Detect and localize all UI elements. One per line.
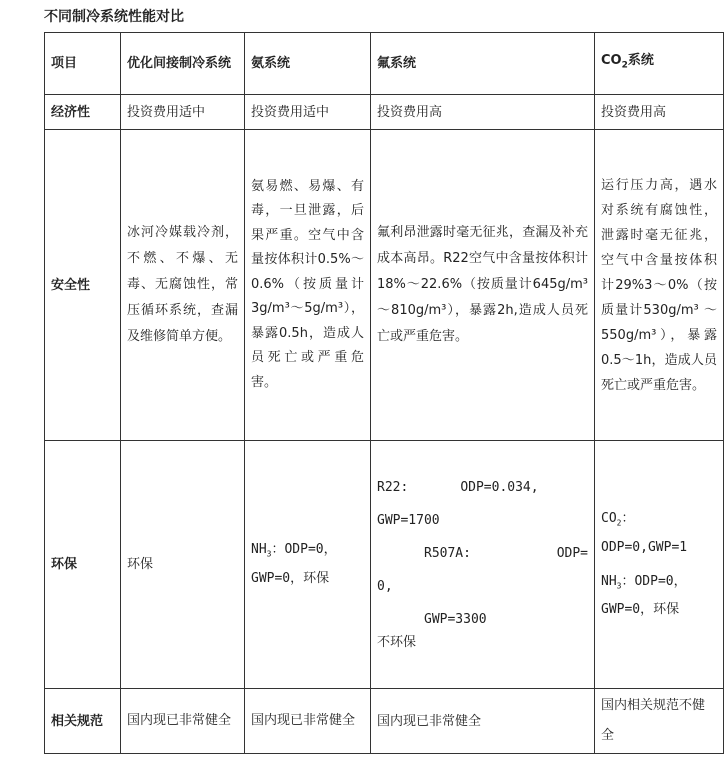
cell-safety-indirect: 冰河冷媒载冷剂，不燃、不爆、无毒、无腐蚀性，常压循环系统，查漏及维修简单方便。 xyxy=(121,130,245,441)
cell-environment-indirect: 环保 xyxy=(121,441,245,689)
header-ammonia: 氨系统 xyxy=(245,33,371,95)
cell-standards-co2: 国内相关规范不健全 xyxy=(595,689,724,754)
table-row-economy xyxy=(45,95,724,130)
header-row xyxy=(45,33,724,95)
cell-standards-indirect: 国内现已非常健全 xyxy=(121,689,245,754)
table-row-environment xyxy=(45,441,724,689)
cell-environment-ammonia: $NH_3$：ODP=0，GWP=0，环保 xyxy=(245,441,371,689)
cell-safety-freon: 氟利昂泄露时毫无征兆，查漏及补充成本高昂。R22空气中含量按体积计18%～22.6%（按质量计645g/m³～810g/m³），暴露2h,造成人员死亡或严重危害。 xyxy=(371,130,595,441)
cell-economy-ammonia: 投资费用适中 xyxy=(245,95,371,130)
table-row-standards xyxy=(45,689,724,754)
comparison-table xyxy=(44,32,724,754)
cell-economy-co2: 投资费用高 xyxy=(595,95,724,130)
header-freon: 氟系统 xyxy=(371,33,595,95)
cell-environment-co2: $CO_2$：ODP=0,GWP=1 $NH_3$：ODP=0，GWP=0，环保 xyxy=(595,441,724,689)
cell-environment-freon: R22: ODP=0.034, GWP=1700 R507A: ODP= 0, GWP=3300 不环保 xyxy=(371,441,595,689)
cell-economy-indirect: 投资费用适中 xyxy=(121,95,245,130)
header-indirect: 优化间接制冷系统 xyxy=(121,33,245,95)
page-title: 不同制冷系统性能对比 xyxy=(44,9,184,25)
row-label-safety: 安全性 xyxy=(45,130,121,441)
cell-safety-ammonia: 氨易燃、易爆、有毒，一旦泄露，后果严重。空气中含量按体积计0.5%～0.6%（按质量计3g/m³～5g/m³），暴露0.5h，造成人员死亡或严重危害。 xyxy=(245,130,371,441)
cell-standards-ammonia: 国内现已非常健全 xyxy=(245,689,371,754)
row-label-environment: 环保 xyxy=(45,441,121,689)
row-label-economy: 经济性 xyxy=(45,95,121,130)
header-co2: $CO_2$系统 xyxy=(595,33,724,95)
cell-safety-co2: 运行压力高，遇水对系统有腐蚀性，泄露时毫无征兆，空气中含量按体积计29%3～0%（按质量计530g/m³ ～ 550g/m³），暴露0.5～1h，造成人员死亡或严重危害。 xyxy=(595,130,724,441)
table-row-safety xyxy=(45,130,724,441)
cell-economy-freon: 投资费用高 xyxy=(371,95,595,130)
row-label-standards: 相关规范 xyxy=(45,689,121,754)
header-item: 项目 xyxy=(45,33,121,95)
cell-standards-freon: 国内现已非常健全 xyxy=(371,689,595,754)
